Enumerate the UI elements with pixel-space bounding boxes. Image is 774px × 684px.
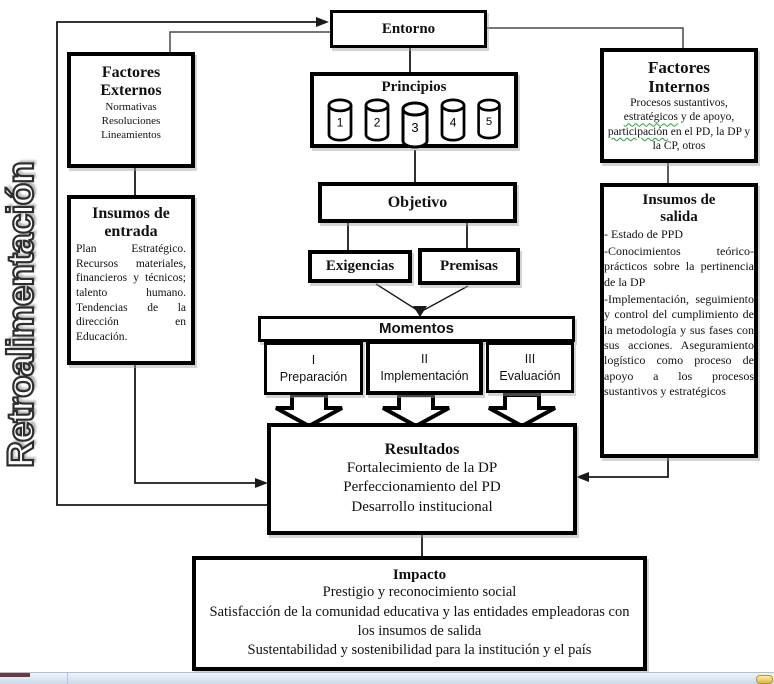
stage-numeral: II — [421, 351, 428, 366]
svg-text:3: 3 — [411, 119, 419, 135]
cylinder-icon — [363, 98, 391, 142]
entorno-title: Entorno — [381, 20, 436, 37]
impacto-line: Prestigio y reconocimiento social — [322, 584, 517, 601]
resultados-box — [267, 423, 577, 535]
insumos-salida-box — [600, 183, 758, 458]
factores-internos-box — [600, 48, 758, 163]
window-edge-accent — [0, 673, 30, 677]
resultados-line: Fortalecimiento de la DP — [346, 459, 498, 476]
entorno-box — [330, 10, 487, 48]
objetivo-box — [318, 182, 517, 223]
factores-internos-title-1: Factores — [648, 58, 710, 77]
impacto-line: Sustentabilidad y sostenibilidad para la institución y el país — [247, 642, 592, 659]
cylinder-icon — [400, 98, 430, 152]
insumos-salida-title-1: Insumos de — [642, 192, 716, 208]
insumos-entrada-body: Plan Estratégico. Recursos materiales, financieros y técnicos; talento humano. Tendencias de la dirección en Educación. — [76, 242, 186, 344]
svg-text:4: 4 — [449, 115, 457, 130]
insumos-salida-title-2: salida — [660, 208, 698, 225]
taskbar-divider — [67, 673, 68, 684]
body-text: y de apoyo, — [678, 111, 735, 124]
stage-numeral: I — [311, 352, 316, 367]
taskbar-button-icon[interactable] — [756, 675, 773, 684]
body-text: en el PD, la DP y la CP, otros — [652, 125, 751, 153]
impacto-title: Impacto — [392, 566, 447, 583]
resultados-line: Desarrollo institucional — [351, 498, 493, 515]
insumos-salida-line: -Implementación, seguimiento y control del cumplimiento de la metodología y sus fases con sus acciones. Aseguramiento logístico como proceso de apoyo a los procesos sustantivos y estratégicos — [604, 292, 754, 399]
svg-text:2: 2 — [373, 115, 381, 130]
cylinder-icon — [476, 98, 502, 140]
momento-stage-1-box — [264, 342, 363, 395]
principios-box — [310, 72, 518, 148]
body-text: Procesos sustantivos, — [630, 97, 728, 110]
spellchecked-word: participación — [607, 125, 668, 138]
stage-label: Evaluación — [499, 368, 561, 383]
momento-stage-2-box — [366, 340, 483, 395]
block-arrow-icon — [276, 395, 342, 426]
window-bottom-bar — [0, 672, 774, 684]
stage-label: Implementación — [380, 368, 469, 383]
cylinder-icon — [439, 98, 467, 142]
momentos-header-box — [258, 316, 575, 342]
factores-externos-item: Normativas — [105, 100, 157, 113]
impacto-box — [192, 556, 647, 671]
principios-title: Principios — [381, 79, 447, 95]
stage-numeral: III — [524, 351, 536, 366]
momento-stage-3-box — [486, 342, 574, 393]
factores-internos-title-2: Internos — [648, 77, 710, 97]
arrowhead-to-resultados-right — [576, 472, 589, 482]
premisas-title: Premisas — [439, 258, 499, 275]
factores-internos-body — [604, 96, 754, 154]
insumos-entrada-title-2: entrada — [104, 222, 158, 240]
cylinder-icon — [326, 98, 354, 142]
stage-label: Preparación — [279, 369, 348, 384]
factores-externos-title-2: Externos — [100, 81, 162, 99]
principle-cylinders — [326, 98, 502, 152]
block-arrow-icon — [383, 395, 449, 426]
block-arrow-icon — [489, 395, 555, 426]
premisas-box — [418, 248, 520, 285]
momentos-title: Momentos — [379, 319, 454, 337]
insumos-salida-line: - Estado de PPD — [604, 226, 683, 241]
impacto-line: Satisfacción de la comunidad educativa y las entidades empleadoras con los insumos de salida — [209, 603, 630, 639]
spellchecked-word: estratégicos — [623, 111, 679, 124]
exigencias-box — [308, 250, 412, 283]
factores-externos-box — [67, 52, 195, 168]
factores-externos-item: Lineamientos — [101, 129, 161, 142]
insumos-entrada-box — [67, 195, 195, 365]
block-down-arrows — [276, 395, 555, 426]
resultados-title: Resultados — [384, 440, 460, 458]
insumos-entrada-title-1: Insumos de — [92, 205, 170, 222]
factores-externos-title-1: Factores — [101, 64, 161, 81]
svg-text:1: 1 — [336, 115, 344, 130]
objetivo-title: Objetivo — [387, 193, 448, 211]
factores-externos-item: Resoluciones — [101, 115, 161, 128]
resultados-line: Perfeccionamiento del PD — [343, 479, 501, 496]
svg-text:5: 5 — [485, 115, 493, 128]
feedback-wordart-label: Retroalimentación — [0, 162, 41, 468]
insumos-salida-line: -Conocimientos teórico-prácticos sobre la pertinencia de la DP — [604, 243, 754, 289]
exigencias-title: Exigencias — [325, 258, 395, 275]
arrowhead-to-entorno — [316, 17, 329, 27]
